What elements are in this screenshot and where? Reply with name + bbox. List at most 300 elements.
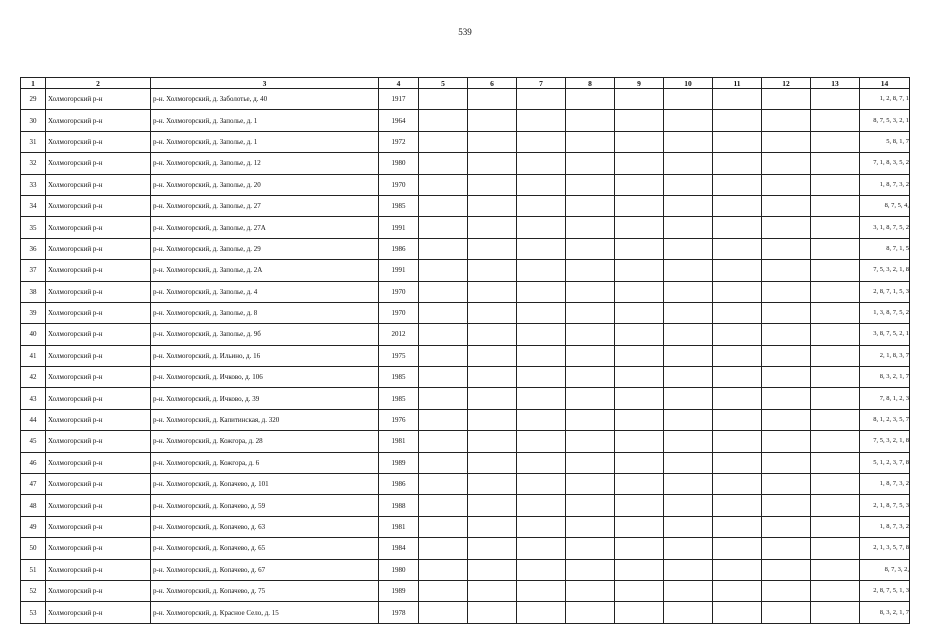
- codes-cell: 2, 8, 7, 1, 5, 3: [860, 281, 910, 302]
- empty-cell: [762, 474, 811, 495]
- empty-cell: [762, 110, 811, 131]
- empty-cell: [762, 580, 811, 601]
- empty-cell: [517, 538, 566, 559]
- empty-cell: [419, 409, 468, 430]
- empty-cell: [811, 174, 860, 195]
- empty-cell: [517, 153, 566, 174]
- empty-cell: [664, 538, 713, 559]
- codes-cell: 8, 7, 5, 3, 2, 1: [860, 110, 910, 131]
- empty-cell: [566, 217, 615, 238]
- empty-cell: [419, 602, 468, 623]
- empty-cell: [615, 474, 664, 495]
- empty-cell: [811, 580, 860, 601]
- empty-cell: [664, 281, 713, 302]
- empty-cell: [664, 174, 713, 195]
- codes-cell: 5, 8, 1, 7: [860, 131, 910, 152]
- address-cell: р-н. Холмогорский, д. Заполье, д. 29: [151, 238, 379, 259]
- empty-cell: [566, 516, 615, 537]
- year-cell: 1984: [379, 538, 419, 559]
- empty-cell: [566, 452, 615, 473]
- district-cell: Холмогорский р-н: [46, 153, 151, 174]
- empty-cell: [566, 602, 615, 623]
- row-number-cell: 41: [21, 345, 46, 366]
- empty-cell: [811, 302, 860, 323]
- empty-cell: [615, 388, 664, 409]
- table-row: [21, 110, 910, 131]
- empty-cell: [615, 238, 664, 259]
- year-cell: 1970: [379, 281, 419, 302]
- codes-cell: 1, 8, 7, 3, 2: [860, 516, 910, 537]
- codes-cell: 7, 5, 3, 2, 1, 8: [860, 431, 910, 452]
- address-cell: р-н. Холмогорский, д. Заполье, д. 27: [151, 195, 379, 216]
- row-number-cell: 31: [21, 131, 46, 152]
- empty-cell: [419, 89, 468, 110]
- empty-cell: [419, 260, 468, 281]
- column-header: 10: [664, 78, 713, 89]
- year-cell: 1986: [379, 238, 419, 259]
- empty-cell: [811, 131, 860, 152]
- address-cell: р-н. Холмогорский, д. Копачево, д. 63: [151, 516, 379, 537]
- table-row: [21, 431, 910, 452]
- empty-cell: [762, 516, 811, 537]
- empty-cell: [762, 345, 811, 366]
- empty-cell: [517, 409, 566, 430]
- empty-cell: [615, 516, 664, 537]
- empty-cell: [713, 217, 762, 238]
- year-cell: 1985: [379, 195, 419, 216]
- empty-cell: [713, 260, 762, 281]
- empty-cell: [762, 238, 811, 259]
- column-header: 7: [517, 78, 566, 89]
- row-number-cell: 29: [21, 89, 46, 110]
- district-cell: Холмогорский р-н: [46, 559, 151, 580]
- empty-cell: [811, 153, 860, 174]
- row-number-cell: 34: [21, 195, 46, 216]
- empty-cell: [419, 324, 468, 345]
- codes-cell: 8, 3, 2, 1, 7: [860, 367, 910, 388]
- empty-cell: [713, 602, 762, 623]
- empty-cell: [468, 580, 517, 601]
- empty-cell: [517, 260, 566, 281]
- empty-cell: [468, 302, 517, 323]
- empty-cell: [615, 409, 664, 430]
- empty-cell: [811, 89, 860, 110]
- empty-cell: [762, 174, 811, 195]
- district-cell: Холмогорский р-н: [46, 345, 151, 366]
- row-number-cell: 48: [21, 495, 46, 516]
- empty-cell: [615, 281, 664, 302]
- empty-cell: [468, 495, 517, 516]
- empty-cell: [517, 174, 566, 195]
- year-cell: 2012: [379, 324, 419, 345]
- empty-cell: [664, 195, 713, 216]
- codes-cell: 8, 7, 1, 5: [860, 238, 910, 259]
- empty-cell: [811, 538, 860, 559]
- codes-cell: 7, 1, 8, 3, 5, 2: [860, 153, 910, 174]
- year-cell: 1917: [379, 89, 419, 110]
- address-cell: р-н. Холмогорский, д. Заполье, д. 9б: [151, 324, 379, 345]
- table-row: [21, 474, 910, 495]
- empty-cell: [762, 431, 811, 452]
- empty-cell: [566, 367, 615, 388]
- table-row: [21, 409, 910, 430]
- column-header: 14: [860, 78, 910, 89]
- empty-cell: [713, 367, 762, 388]
- empty-cell: [517, 474, 566, 495]
- empty-cell: [419, 238, 468, 259]
- empty-cell: [517, 302, 566, 323]
- table-row: [21, 89, 910, 110]
- empty-cell: [419, 580, 468, 601]
- row-number-cell: 45: [21, 431, 46, 452]
- column-header: 5: [419, 78, 468, 89]
- empty-cell: [713, 324, 762, 345]
- empty-cell: [713, 580, 762, 601]
- empty-cell: [615, 367, 664, 388]
- empty-cell: [566, 345, 615, 366]
- empty-cell: [468, 452, 517, 473]
- empty-cell: [615, 452, 664, 473]
- address-cell: р-н. Холмогорский, д. Красное Село, д. 15: [151, 602, 379, 623]
- table-row: [21, 217, 910, 238]
- empty-cell: [468, 474, 517, 495]
- empty-cell: [419, 367, 468, 388]
- empty-cell: [468, 367, 517, 388]
- district-cell: Холмогорский р-н: [46, 238, 151, 259]
- empty-cell: [664, 367, 713, 388]
- empty-cell: [664, 388, 713, 409]
- empty-cell: [517, 495, 566, 516]
- table-row: [21, 495, 910, 516]
- column-header: 4: [379, 78, 419, 89]
- year-cell: 1989: [379, 580, 419, 601]
- empty-cell: [664, 89, 713, 110]
- column-header: 13: [811, 78, 860, 89]
- empty-cell: [615, 217, 664, 238]
- empty-cell: [566, 238, 615, 259]
- district-cell: Холмогорский р-н: [46, 195, 151, 216]
- address-cell: р-н. Холмогорский, д. Ичково, д. 39: [151, 388, 379, 409]
- empty-cell: [517, 367, 566, 388]
- empty-cell: [468, 516, 517, 537]
- district-cell: Холмогорский р-н: [46, 602, 151, 623]
- empty-cell: [713, 409, 762, 430]
- housing-table: [20, 77, 910, 624]
- empty-cell: [468, 409, 517, 430]
- empty-cell: [811, 431, 860, 452]
- district-cell: Холмогорский р-н: [46, 324, 151, 345]
- empty-cell: [615, 431, 664, 452]
- empty-cell: [762, 324, 811, 345]
- empty-cell: [566, 388, 615, 409]
- column-header: 6: [468, 78, 517, 89]
- address-cell: р-н. Холмогорский, д. Заполье, д. 12: [151, 153, 379, 174]
- address-cell: р-н. Холмогорский, д. Заполье, д. 4: [151, 281, 379, 302]
- empty-cell: [762, 452, 811, 473]
- table-row: [21, 602, 910, 623]
- empty-cell: [762, 602, 811, 623]
- empty-cell: [713, 153, 762, 174]
- year-cell: 1976: [379, 409, 419, 430]
- empty-cell: [419, 174, 468, 195]
- empty-cell: [713, 174, 762, 195]
- year-cell: 1991: [379, 260, 419, 281]
- empty-cell: [762, 217, 811, 238]
- row-number-cell: 37: [21, 260, 46, 281]
- empty-cell: [615, 538, 664, 559]
- empty-cell: [517, 559, 566, 580]
- empty-cell: [517, 452, 566, 473]
- empty-cell: [713, 302, 762, 323]
- empty-cell: [811, 474, 860, 495]
- table-row: [21, 367, 910, 388]
- table-row: [21, 260, 910, 281]
- housing-table-container: [20, 77, 909, 640]
- column-header: 8: [566, 78, 615, 89]
- column-header: 3: [151, 78, 379, 89]
- table-row: [21, 538, 910, 559]
- table-row: [21, 452, 910, 473]
- empty-cell: [615, 153, 664, 174]
- empty-cell: [762, 495, 811, 516]
- codes-cell: 1, 8, 7, 3, 2: [860, 474, 910, 495]
- table-row: [21, 559, 910, 580]
- empty-cell: [566, 302, 615, 323]
- empty-cell: [517, 602, 566, 623]
- empty-cell: [468, 559, 517, 580]
- empty-cell: [713, 238, 762, 259]
- empty-cell: [419, 302, 468, 323]
- empty-cell: [762, 388, 811, 409]
- row-number-cell: 40: [21, 324, 46, 345]
- empty-cell: [468, 538, 517, 559]
- empty-cell: [419, 345, 468, 366]
- year-cell: 1980: [379, 153, 419, 174]
- year-cell: 1991: [379, 217, 419, 238]
- empty-cell: [566, 324, 615, 345]
- address-cell: р-н. Холмогорский, д. Заполье, д. 27А: [151, 217, 379, 238]
- address-cell: р-н. Холмогорский, д. Заполье, д. 2А: [151, 260, 379, 281]
- year-cell: 1964: [379, 110, 419, 131]
- year-cell: 1975: [379, 345, 419, 366]
- codes-cell: 2, 1, 3, 5, 7, 8: [860, 538, 910, 559]
- year-cell: 1970: [379, 174, 419, 195]
- empty-cell: [468, 89, 517, 110]
- year-cell: 1988: [379, 495, 419, 516]
- empty-cell: [664, 409, 713, 430]
- address-cell: р-н. Холмогорский, д. Кожгора, д. 6: [151, 452, 379, 473]
- address-cell: р-н. Холмогорский, д. Копачево, д. 65: [151, 538, 379, 559]
- empty-cell: [419, 431, 468, 452]
- empty-cell: [664, 324, 713, 345]
- column-header: 1: [21, 78, 46, 89]
- district-cell: Холмогорский р-н: [46, 367, 151, 388]
- empty-cell: [811, 388, 860, 409]
- year-cell: 1981: [379, 431, 419, 452]
- empty-cell: [664, 580, 713, 601]
- empty-cell: [664, 474, 713, 495]
- empty-cell: [419, 281, 468, 302]
- table-row: [21, 324, 910, 345]
- row-number-cell: 51: [21, 559, 46, 580]
- empty-cell: [811, 345, 860, 366]
- row-number-cell: 39: [21, 302, 46, 323]
- empty-cell: [811, 559, 860, 580]
- empty-cell: [517, 324, 566, 345]
- table-row: [21, 281, 910, 302]
- empty-cell: [419, 110, 468, 131]
- year-cell: 1985: [379, 388, 419, 409]
- empty-cell: [517, 217, 566, 238]
- empty-cell: [419, 495, 468, 516]
- address-cell: р-н. Холмогорский, д. Заполье, д. 8: [151, 302, 379, 323]
- empty-cell: [419, 388, 468, 409]
- empty-cell: [468, 217, 517, 238]
- row-number-cell: 33: [21, 174, 46, 195]
- district-cell: Холмогорский р-н: [46, 174, 151, 195]
- row-number-cell: 52: [21, 580, 46, 601]
- codes-cell: 1, 2, 8, 7, 1: [860, 89, 910, 110]
- empty-cell: [713, 452, 762, 473]
- empty-cell: [615, 89, 664, 110]
- empty-cell: [517, 345, 566, 366]
- empty-cell: [811, 409, 860, 430]
- empty-cell: [468, 238, 517, 259]
- empty-cell: [713, 131, 762, 152]
- empty-cell: [664, 602, 713, 623]
- empty-cell: [713, 345, 762, 366]
- address-cell: р-н. Холмогорский, д. Заполье, д. 20: [151, 174, 379, 195]
- empty-cell: [713, 495, 762, 516]
- empty-cell: [419, 452, 468, 473]
- empty-cell: [762, 559, 811, 580]
- table-row: [21, 516, 910, 537]
- district-cell: Холмогорский р-н: [46, 89, 151, 110]
- district-cell: Холмогорский р-н: [46, 217, 151, 238]
- year-cell: 1989: [379, 452, 419, 473]
- empty-cell: [468, 281, 517, 302]
- codes-cell: 3, 8, 7, 5, 2, 1: [860, 324, 910, 345]
- empty-cell: [811, 495, 860, 516]
- empty-cell: [713, 388, 762, 409]
- empty-cell: [517, 281, 566, 302]
- empty-cell: [615, 580, 664, 601]
- row-number-cell: 30: [21, 110, 46, 131]
- empty-cell: [517, 89, 566, 110]
- empty-cell: [517, 388, 566, 409]
- empty-cell: [566, 195, 615, 216]
- empty-cell: [762, 302, 811, 323]
- empty-cell: [468, 431, 517, 452]
- column-header: 12: [762, 78, 811, 89]
- year-cell: 1978: [379, 602, 419, 623]
- empty-cell: [615, 174, 664, 195]
- empty-cell: [811, 324, 860, 345]
- codes-cell: 8, 7, 5, 4,: [860, 195, 910, 216]
- row-number-cell: 35: [21, 217, 46, 238]
- empty-cell: [664, 516, 713, 537]
- empty-cell: [713, 538, 762, 559]
- empty-cell: [615, 260, 664, 281]
- district-cell: Холмогорский р-н: [46, 409, 151, 430]
- empty-cell: [664, 131, 713, 152]
- empty-cell: [566, 495, 615, 516]
- row-number-cell: 32: [21, 153, 46, 174]
- codes-cell: 2, 1, 8, 3, 7: [860, 345, 910, 366]
- empty-cell: [811, 602, 860, 623]
- district-cell: Холмогорский р-н: [46, 131, 151, 152]
- empty-cell: [811, 452, 860, 473]
- address-cell: р-н. Холмогорский, д. Копачево, д. 59: [151, 495, 379, 516]
- district-cell: Холмогорский р-н: [46, 580, 151, 601]
- empty-cell: [468, 345, 517, 366]
- row-number-cell: 44: [21, 409, 46, 430]
- empty-cell: [762, 260, 811, 281]
- empty-cell: [811, 281, 860, 302]
- address-cell: р-н. Холмогорский, д. Ильино, д. 16: [151, 345, 379, 366]
- empty-cell: [615, 602, 664, 623]
- empty-cell: [762, 409, 811, 430]
- empty-cell: [419, 559, 468, 580]
- row-number-cell: 53: [21, 602, 46, 623]
- district-cell: Холмогорский р-н: [46, 260, 151, 281]
- empty-cell: [762, 153, 811, 174]
- empty-cell: [664, 495, 713, 516]
- empty-cell: [517, 131, 566, 152]
- empty-cell: [566, 559, 615, 580]
- table-row: [21, 238, 910, 259]
- empty-cell: [468, 195, 517, 216]
- district-cell: Холмогорский р-н: [46, 538, 151, 559]
- page-number: 539: [458, 27, 472, 37]
- empty-cell: [615, 110, 664, 131]
- empty-cell: [517, 110, 566, 131]
- table-row: [21, 174, 910, 195]
- codes-cell: 1, 3, 8, 7, 5, 2: [860, 302, 910, 323]
- empty-cell: [664, 260, 713, 281]
- table-row: [21, 580, 910, 601]
- empty-cell: [566, 474, 615, 495]
- empty-cell: [615, 345, 664, 366]
- codes-cell: 8, 7, 3, 2,: [860, 559, 910, 580]
- empty-cell: [517, 238, 566, 259]
- empty-cell: [615, 195, 664, 216]
- empty-cell: [811, 367, 860, 388]
- empty-cell: [664, 302, 713, 323]
- address-cell: р-н. Холмогорский, д. Копачево, д. 75: [151, 580, 379, 601]
- empty-cell: [762, 538, 811, 559]
- empty-cell: [566, 174, 615, 195]
- empty-cell: [811, 238, 860, 259]
- row-number-cell: 46: [21, 452, 46, 473]
- empty-cell: [811, 516, 860, 537]
- row-number-cell: 38: [21, 281, 46, 302]
- empty-cell: [811, 195, 860, 216]
- address-cell: р-н. Холмогорский, д. Заболотье, д. 40: [151, 89, 379, 110]
- empty-cell: [468, 324, 517, 345]
- address-cell: р-н. Холмогорский, д. Копачево, д. 101: [151, 474, 379, 495]
- address-cell: р-н. Холмогорский, д. Заполье, д. 1: [151, 110, 379, 131]
- empty-cell: [811, 260, 860, 281]
- district-cell: Холмогорский р-н: [46, 110, 151, 131]
- codes-cell: 5, 1, 2, 3, 7, 8: [860, 452, 910, 473]
- empty-cell: [811, 217, 860, 238]
- empty-cell: [468, 131, 517, 152]
- table-row: [21, 345, 910, 366]
- column-header: 11: [713, 78, 762, 89]
- empty-cell: [713, 195, 762, 216]
- district-cell: Холмогорский р-н: [46, 516, 151, 537]
